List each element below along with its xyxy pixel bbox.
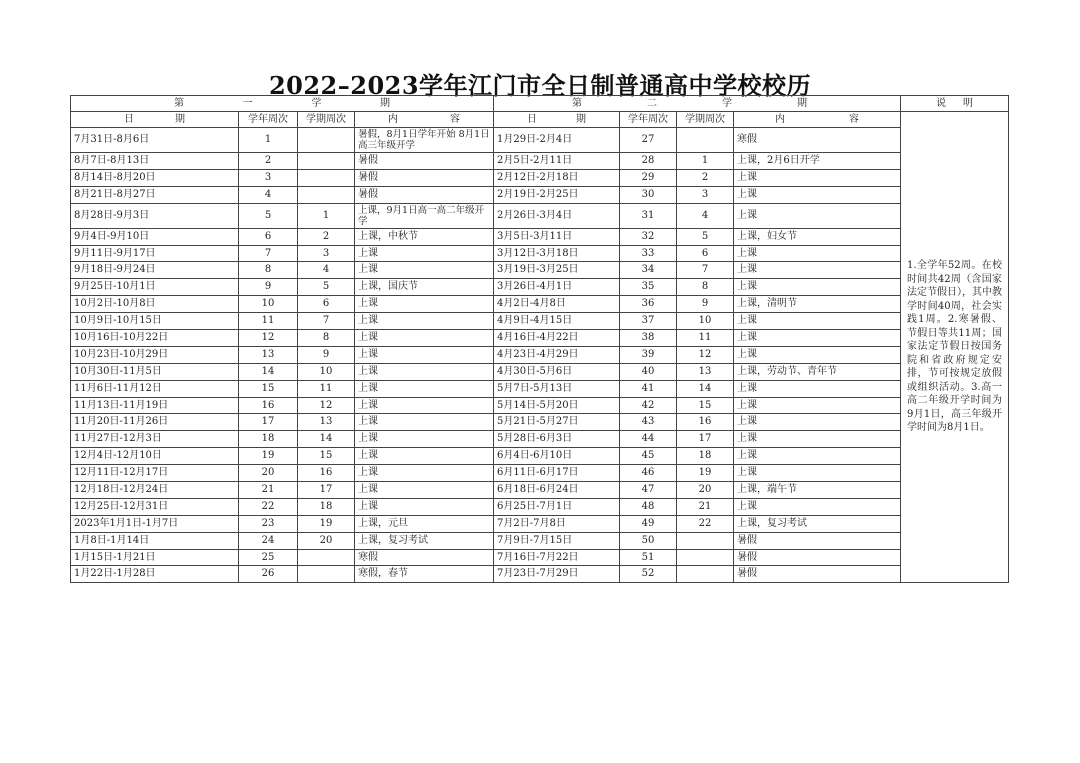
year-week-cell: 49 — [620, 515, 677, 532]
sem2-char: 期 — [797, 97, 807, 109]
content-cell: 上课，中秋节 — [355, 228, 494, 245]
content-cell: 上课 — [734, 186, 901, 203]
content-cell: 上课 — [355, 262, 494, 279]
date-cell: 10月2日-10月8日 — [71, 296, 239, 313]
table-row — [71, 414, 1009, 431]
content-cell: 上课，妇女节 — [734, 228, 901, 245]
content-cell: 上课 — [355, 482, 494, 499]
content-cell: 上课 — [355, 363, 494, 380]
year-week-cell: 37 — [620, 313, 677, 330]
year-week-cell: 13 — [239, 346, 298, 363]
content-cell: 上课 — [734, 279, 901, 296]
year-week-cell: 52 — [620, 566, 677, 583]
content-header-2 — [734, 112, 901, 128]
date-cell: 5月7日-5月13日 — [494, 380, 620, 397]
content-cell: 上课 — [734, 203, 901, 228]
year-week-cell: 29 — [620, 169, 677, 186]
content-cell: 上课 — [734, 498, 901, 515]
table-row — [71, 566, 1009, 583]
content-cell: 暑假 — [355, 169, 494, 186]
date-cell: 8月28日-9月3日 — [71, 203, 239, 228]
date-cell: 11月13日-11月19日 — [71, 397, 239, 414]
date-cell: 6月11日-6月17日 — [494, 465, 620, 482]
year-week-cell: 18 — [239, 431, 298, 448]
date-cell: 5月28日-6月3日 — [494, 431, 620, 448]
date-cell: 9月4日-9月10日 — [71, 228, 239, 245]
content-cell: 暑假 — [734, 549, 901, 566]
content-cell: 寒假，春节 — [355, 566, 494, 583]
date-cell: 2023年1月1日-1月7日 — [71, 515, 239, 532]
sem2-char: 二 — [647, 97, 657, 109]
date-cell: 12月18日-12月24日 — [71, 482, 239, 499]
content-cell: 上课 — [355, 397, 494, 414]
sem-week-cell — [298, 169, 355, 186]
content-cell: 暑假 — [355, 153, 494, 170]
sem-week-header-1: 学期周次 — [298, 112, 355, 128]
content-cell: 上课 — [355, 431, 494, 448]
notes-cell — [901, 112, 1009, 583]
year-week-cell: 48 — [620, 498, 677, 515]
table-row — [71, 482, 1009, 499]
sem-week-cell: 3 — [677, 186, 734, 203]
content-cell: 上课，劳动节、青年节 — [734, 363, 901, 380]
date-cell: 3月5日-3月11日 — [494, 228, 620, 245]
year-week-header-1: 学年周次 — [239, 112, 298, 128]
content-cell: 上课 — [355, 465, 494, 482]
date-cell: 12月25日-12月31日 — [71, 498, 239, 515]
year-week-cell: 9 — [239, 279, 298, 296]
year-week-cell: 1 — [239, 128, 298, 153]
year-week-cell: 40 — [620, 363, 677, 380]
date-cell: 5月14日-5月20日 — [494, 397, 620, 414]
sem-week-cell: 17 — [677, 431, 734, 448]
sem-week-cell — [298, 128, 355, 153]
sem-week-cell: 10 — [677, 313, 734, 330]
table-row — [71, 296, 1009, 313]
sem-week-header-2: 学期周次 — [677, 112, 734, 128]
notes-text: 1.全学年52周。在校时间共42周（含国家法定节假日），其中教学时间40周，社会实践1周。2.寒暑假、节假日等共11周；国家法定节假日按国务院和省政府规定安排，节可按规定放假或组织活动。3.高一高二年级开学时间为9月1日，高三年级开学时间为8月1日。 — [907, 260, 1002, 434]
sem-week-cell: 22 — [677, 515, 734, 532]
year-week-cell: 43 — [620, 414, 677, 431]
content-cell: 上课，国庆节 — [355, 279, 494, 296]
sem-week-cell: 16 — [298, 465, 355, 482]
sem-week-cell: 8 — [298, 330, 355, 347]
date-cell: 7月31日-8月6日 — [71, 128, 239, 153]
year-week-cell: 26 — [239, 566, 298, 583]
date-cell: 1月8日-1月14日 — [71, 532, 239, 549]
notes-char: 说 — [936, 97, 946, 109]
sem-week-cell: 4 — [298, 262, 355, 279]
sem-week-cell: 2 — [298, 228, 355, 245]
sem1-char: 学 — [311, 97, 322, 109]
sem-week-cell — [677, 566, 734, 583]
sem-week-cell: 11 — [298, 380, 355, 397]
content-cell: 上课 — [734, 465, 901, 482]
content-cell: 上课 — [734, 262, 901, 279]
semester-1-header — [71, 96, 494, 112]
date-cell: 4月30日-5月6日 — [494, 363, 620, 380]
sem-week-cell: 19 — [298, 515, 355, 532]
date-cell: 4月23日-4月29日 — [494, 346, 620, 363]
sem-week-cell — [298, 549, 355, 566]
content-cell: 上课 — [355, 313, 494, 330]
sem-week-cell: 6 — [298, 296, 355, 313]
sem-week-cell: 21 — [677, 498, 734, 515]
sem-week-cell — [298, 566, 355, 583]
date-cell: 4月2日-4月8日 — [494, 296, 620, 313]
table-row — [71, 532, 1009, 549]
date-cell: 1月15日-1月21日 — [71, 549, 239, 566]
date-cell: 3月12日-3月18日 — [494, 245, 620, 262]
semester-2-header — [494, 96, 901, 112]
date-cell: 5月21日-5月27日 — [494, 414, 620, 431]
sem-week-cell: 5 — [298, 279, 355, 296]
header-char: 容 — [849, 113, 859, 125]
content-cell: 上课 — [734, 431, 901, 448]
content-cell: 上课 — [734, 397, 901, 414]
year-week-cell: 46 — [620, 465, 677, 482]
calendar-table — [70, 95, 1009, 583]
table-row — [71, 186, 1009, 203]
header-char: 内 — [775, 113, 785, 125]
content-cell: 上课，复习考试 — [734, 515, 901, 532]
sem-week-cell: 18 — [677, 448, 734, 465]
sem-week-cell: 12 — [298, 397, 355, 414]
sem-week-cell: 9 — [298, 346, 355, 363]
semester-header-row — [71, 96, 1009, 112]
sem1-char: 期 — [379, 97, 390, 109]
date-cell: 12月4日-12月10日 — [71, 448, 239, 465]
table-row — [71, 279, 1009, 296]
date-cell: 8月14日-8月20日 — [71, 169, 239, 186]
date-cell: 10月9日-10月15日 — [71, 313, 239, 330]
content-cell: 上课 — [355, 414, 494, 431]
content-cell: 上课 — [355, 448, 494, 465]
content-cell: 上课 — [355, 330, 494, 347]
sem-week-cell: 16 — [677, 414, 734, 431]
table-row — [71, 465, 1009, 482]
content-cell: 暑假 — [355, 186, 494, 203]
content-cell: 上课，复习考试 — [355, 532, 494, 549]
sem-week-cell: 7 — [677, 262, 734, 279]
year-week-header-2: 学年周次 — [620, 112, 677, 128]
table-row — [71, 549, 1009, 566]
date-cell: 3月19日-3月25日 — [494, 262, 620, 279]
year-week-cell: 8 — [239, 262, 298, 279]
header-char: 容 — [450, 113, 460, 125]
date-cell: 10月23日-10月29日 — [71, 346, 239, 363]
table-row — [71, 363, 1009, 380]
sem-week-cell: 19 — [677, 465, 734, 482]
table-row — [71, 380, 1009, 397]
page-title: 2022–2023学年江门市全日制普通高中学校校历 — [268, 71, 812, 100]
year-week-cell: 19 — [239, 448, 298, 465]
year-week-cell: 22 — [239, 498, 298, 515]
header-char: 日 — [124, 113, 134, 125]
year-week-cell: 17 — [239, 414, 298, 431]
year-week-cell: 36 — [620, 296, 677, 313]
date-cell: 8月7日-8月13日 — [71, 153, 239, 170]
table-row — [71, 431, 1009, 448]
sem-week-cell: 9 — [677, 296, 734, 313]
date-cell: 6月4日-6月10日 — [494, 448, 620, 465]
sem-week-cell: 12 — [677, 346, 734, 363]
date-cell: 11月27日-12月3日 — [71, 431, 239, 448]
sem-week-cell: 4 — [677, 203, 734, 228]
year-week-cell: 20 — [239, 465, 298, 482]
sem-week-cell — [298, 153, 355, 170]
year-week-cell: 10 — [239, 296, 298, 313]
content-cell: 上课 — [734, 414, 901, 431]
sem-week-cell: 3 — [298, 245, 355, 262]
table-row — [71, 262, 1009, 279]
content-cell: 上课 — [734, 169, 901, 186]
table-row — [71, 245, 1009, 262]
year-week-cell: 14 — [239, 363, 298, 380]
year-week-cell: 7 — [239, 245, 298, 262]
year-week-cell: 41 — [620, 380, 677, 397]
year-week-cell: 5 — [239, 203, 298, 228]
date-cell: 2月19日-2月25日 — [494, 186, 620, 203]
year-week-cell: 44 — [620, 431, 677, 448]
sem2-char: 学 — [722, 97, 732, 109]
sem-week-cell: 10 — [298, 363, 355, 380]
year-week-cell: 16 — [239, 397, 298, 414]
year-week-cell: 21 — [239, 482, 298, 499]
column-header-row — [71, 112, 1009, 128]
content-cell: 上课 — [355, 346, 494, 363]
year-week-cell: 42 — [620, 397, 677, 414]
date-cell: 6月25日-7月1日 — [494, 498, 620, 515]
sem-week-cell: 20 — [298, 532, 355, 549]
year-week-cell: 50 — [620, 532, 677, 549]
sem-week-cell: 7 — [298, 313, 355, 330]
year-week-cell: 38 — [620, 330, 677, 347]
date-cell: 9月18日-9月24日 — [71, 262, 239, 279]
year-week-cell: 11 — [239, 313, 298, 330]
content-cell: 寒假 — [355, 549, 494, 566]
sem-week-cell: 11 — [677, 330, 734, 347]
date-cell: 2月12日-2月18日 — [494, 169, 620, 186]
content-cell: 上课 — [355, 245, 494, 262]
year-week-cell: 47 — [620, 482, 677, 499]
content-cell: 暑假 — [734, 532, 901, 549]
sem-week-cell: 5 — [677, 228, 734, 245]
year-week-cell: 15 — [239, 380, 298, 397]
content-cell: 上课 — [734, 313, 901, 330]
year-week-cell: 45 — [620, 448, 677, 465]
year-week-cell: 12 — [239, 330, 298, 347]
date-header-1 — [71, 112, 239, 128]
year-week-cell: 3 — [239, 169, 298, 186]
table-row — [71, 498, 1009, 515]
sem-week-cell: 18 — [298, 498, 355, 515]
sem2-char: 第 — [572, 97, 582, 109]
table-row — [71, 515, 1009, 532]
year-week-cell: 23 — [239, 515, 298, 532]
sem-week-cell: 1 — [298, 203, 355, 228]
date-cell: 4月9日-4月15日 — [494, 313, 620, 330]
content-cell: 上课 — [734, 245, 901, 262]
year-week-cell: 28 — [620, 153, 677, 170]
content-header-1 — [355, 112, 494, 128]
table-row — [71, 330, 1009, 347]
date-cell: 3月26日-4月1日 — [494, 279, 620, 296]
year-week-cell: 35 — [620, 279, 677, 296]
content-cell: 上课，9月1日高一高二年级开学 — [355, 203, 494, 228]
sem-week-cell: 14 — [677, 380, 734, 397]
table-row — [71, 128, 1009, 153]
sem-week-cell — [298, 186, 355, 203]
content-cell: 上课 — [734, 380, 901, 397]
sem-week-cell — [677, 128, 734, 153]
date-cell: 10月30日-11月5日 — [71, 363, 239, 380]
content-cell: 上课 — [734, 346, 901, 363]
content-cell: 上课 — [355, 296, 494, 313]
date-cell: 10月16日-10月22日 — [71, 330, 239, 347]
table-row — [71, 153, 1009, 170]
table-row — [71, 313, 1009, 330]
date-cell: 12月11日-12月17日 — [71, 465, 239, 482]
content-cell: 上课 — [734, 448, 901, 465]
date-cell: 9月11日-9月17日 — [71, 245, 239, 262]
content-cell: 上课 — [734, 330, 901, 347]
year-week-cell: 39 — [620, 346, 677, 363]
content-cell: 暑假 — [734, 566, 901, 583]
sem-week-cell: 15 — [677, 397, 734, 414]
table-row — [71, 203, 1009, 228]
sem1-char: 一 — [242, 97, 253, 109]
header-char: 内 — [388, 113, 398, 125]
sem1-char: 第 — [174, 97, 184, 109]
content-cell: 寒假 — [734, 128, 901, 153]
date-cell: 1月22日-1月28日 — [71, 566, 239, 583]
header-char: 日 — [527, 113, 537, 125]
date-cell: 4月16日-4月22日 — [494, 330, 620, 347]
year-week-cell: 33 — [620, 245, 677, 262]
date-cell: 1月29日-2月4日 — [494, 128, 620, 153]
content-cell: 上课，元旦 — [355, 515, 494, 532]
date-cell: 7月16日-7月22日 — [494, 549, 620, 566]
notes-char: 明 — [963, 97, 973, 109]
sem-week-cell: 13 — [677, 363, 734, 380]
content-cell: 上课 — [355, 380, 494, 397]
year-week-cell: 25 — [239, 549, 298, 566]
year-week-cell: 6 — [239, 228, 298, 245]
sem-week-cell — [677, 549, 734, 566]
sem-week-cell: 13 — [298, 414, 355, 431]
sem-week-cell: 6 — [677, 245, 734, 262]
date-cell: 11月20日-11月26日 — [71, 414, 239, 431]
date-cell: 2月5日-2月11日 — [494, 153, 620, 170]
year-week-cell: 27 — [620, 128, 677, 153]
content-cell: 上课，2月6日开学 — [734, 153, 901, 170]
table-row — [71, 346, 1009, 363]
sem-week-cell: 20 — [677, 482, 734, 499]
header-char: 期 — [576, 113, 586, 125]
content-cell: 上课，端午节 — [734, 482, 901, 499]
content-cell: 暑假，8月1日学年开始 8月1日高三年级开学 — [355, 128, 494, 153]
year-week-cell: 51 — [620, 549, 677, 566]
date-cell: 6月18日-6月24日 — [494, 482, 620, 499]
content-cell: 上课 — [355, 498, 494, 515]
sem-week-cell — [677, 532, 734, 549]
date-cell: 9月25日-10月1日 — [71, 279, 239, 296]
table-row — [71, 448, 1009, 465]
sem-week-cell: 15 — [298, 448, 355, 465]
date-header-2 — [494, 112, 620, 128]
sem-week-cell: 2 — [677, 169, 734, 186]
date-cell: 11月6日-11月12日 — [71, 380, 239, 397]
year-week-cell: 4 — [239, 186, 298, 203]
sem-week-cell: 1 — [677, 153, 734, 170]
table-row — [71, 397, 1009, 414]
year-week-cell: 34 — [620, 262, 677, 279]
table-row — [71, 228, 1009, 245]
year-week-cell: 2 — [239, 153, 298, 170]
date-cell: 8月21日-8月27日 — [71, 186, 239, 203]
date-cell: 7月2日-7月8日 — [494, 515, 620, 532]
notes-header — [901, 96, 1009, 112]
sem-week-cell: 14 — [298, 431, 355, 448]
header-char: 期 — [175, 113, 185, 125]
sem-week-cell: 17 — [298, 482, 355, 499]
year-week-cell: 30 — [620, 186, 677, 203]
year-week-cell: 31 — [620, 203, 677, 228]
sem-week-cell: 8 — [677, 279, 734, 296]
date-cell: 2月26日-3月4日 — [494, 203, 620, 228]
year-week-cell: 24 — [239, 532, 298, 549]
year-week-cell: 32 — [620, 228, 677, 245]
date-cell: 7月9日-7月15日 — [494, 532, 620, 549]
content-cell: 上课，清明节 — [734, 296, 901, 313]
date-cell: 7月23日-7月29日 — [494, 566, 620, 583]
table-row — [71, 169, 1009, 186]
